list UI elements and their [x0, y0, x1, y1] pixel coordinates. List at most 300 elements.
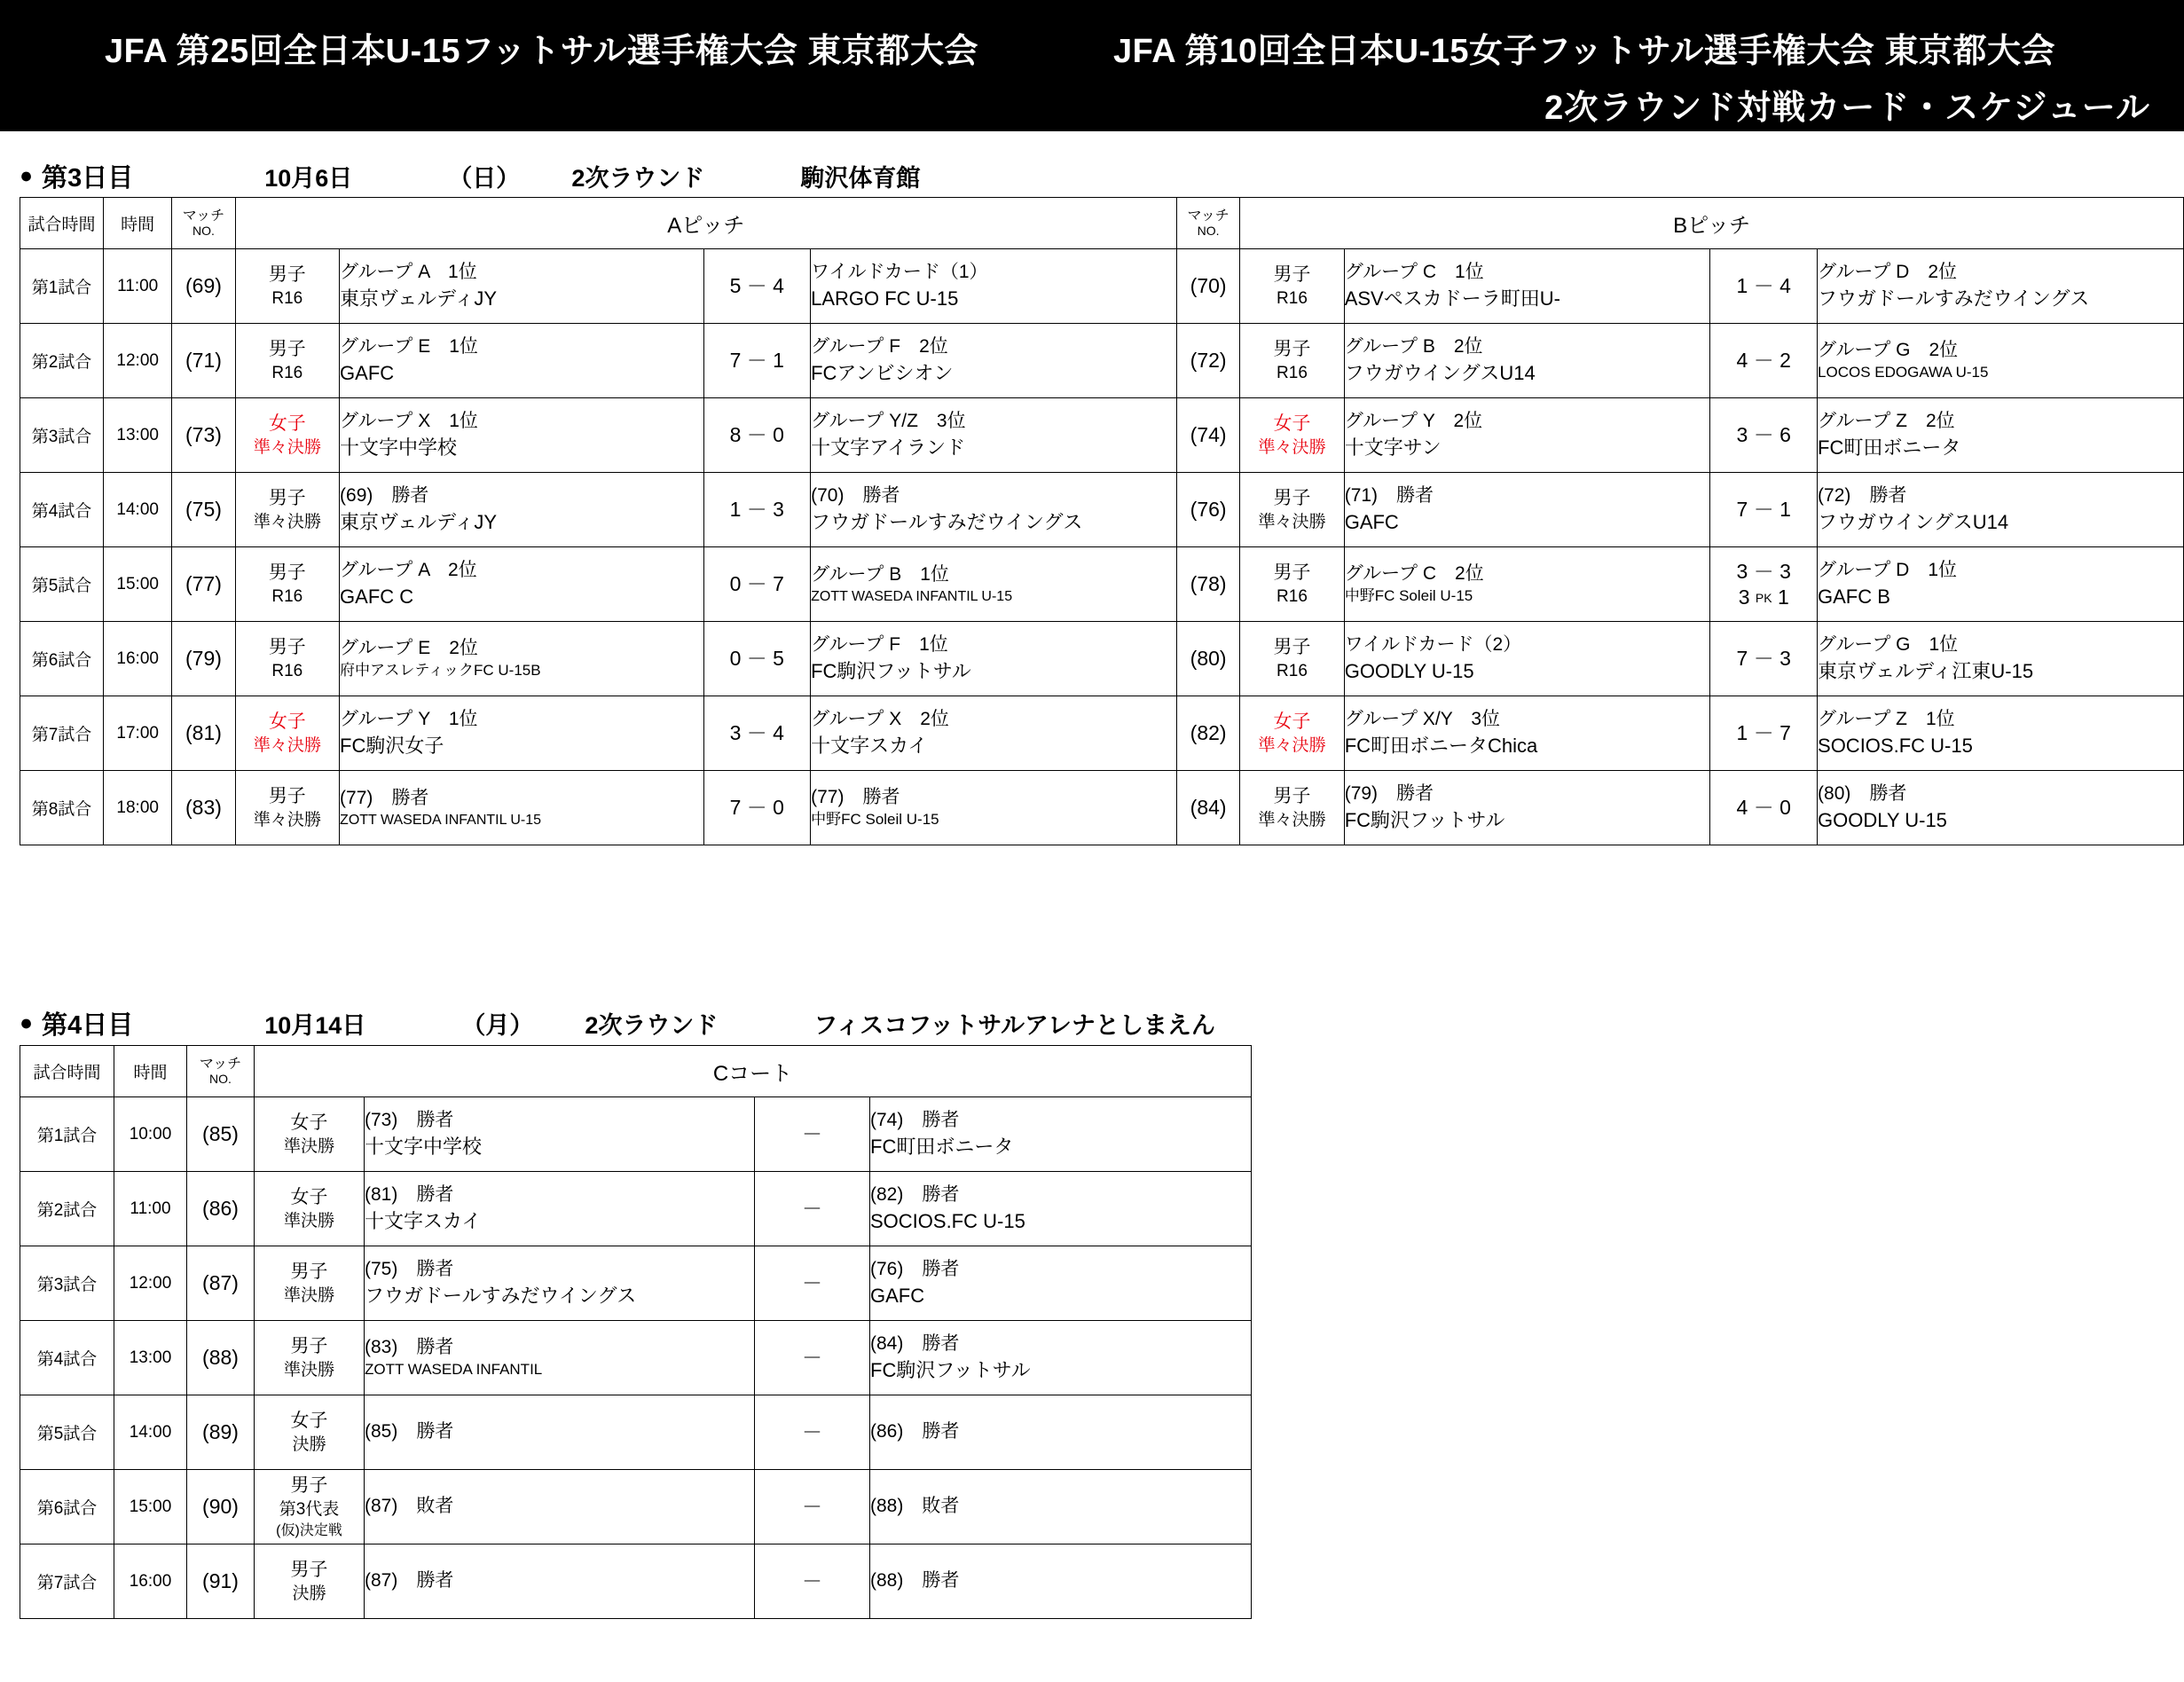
- away-team-cell: [811, 324, 1177, 398]
- category-gender: 女子: [268, 413, 306, 434]
- away-team-name: GOODLY U-15: [1818, 808, 1947, 831]
- away-team-cell: [870, 1097, 1252, 1172]
- table-row: [20, 1470, 1252, 1544]
- home-team-cell: [340, 398, 703, 473]
- home-team-group: (81) 勝者: [365, 1184, 454, 1206]
- match-category: [1240, 473, 1344, 547]
- table-header-row: [20, 1046, 1252, 1097]
- col-match-no-line2: NO.: [209, 1071, 232, 1086]
- kickoff-time: 15:00: [104, 547, 172, 622]
- score-value: 8 － 0: [729, 423, 784, 447]
- match-score: －: [755, 1246, 870, 1321]
- col-match-time: 試合時間: [20, 198, 104, 249]
- table-row: [20, 398, 2184, 473]
- day4-round: 2次ラウンド: [585, 1012, 719, 1039]
- category-stage: 準々決勝: [1258, 810, 1326, 829]
- category-stage: 準決勝: [283, 1360, 334, 1379]
- match-time: 第2試合: [20, 1172, 114, 1246]
- category-gender: 男子: [268, 263, 306, 285]
- home-team-cell: [1344, 622, 1710, 696]
- category-stage: 準々決勝: [1258, 512, 1326, 531]
- home-team-cell: [365, 1470, 755, 1544]
- category-stage: 決勝: [292, 1584, 326, 1603]
- match-number: (71): [172, 324, 235, 398]
- away-team-cell: [1818, 622, 2184, 696]
- match-category: [1240, 547, 1344, 622]
- away-team-name: FC駒沢フットサル: [811, 659, 971, 682]
- home-team-cell: [365, 1544, 755, 1619]
- match-number: (90): [187, 1470, 255, 1544]
- match-number: (80): [1177, 622, 1240, 696]
- day3-schedule-table: [20, 197, 2184, 845]
- home-team-name: 府中アスレティックFC U-15B: [340, 662, 541, 680]
- col-match-no-a-line2: NO.: [192, 223, 215, 238]
- category-gender: 男子: [290, 1474, 328, 1496]
- col-match-time: 試合時間: [20, 1046, 114, 1097]
- away-team-cell: [1818, 771, 2184, 845]
- match-score: [1710, 398, 1818, 473]
- away-team-name: ZOTT WASEDA INFANTIL U-15: [811, 588, 1013, 604]
- match-number: (72): [1177, 324, 1240, 398]
- match-category: [235, 473, 339, 547]
- day3-round: 2次ラウンド: [571, 165, 705, 192]
- away-team-name: 十文字アイランド: [811, 436, 966, 459]
- home-team-group: グループ E 1位: [340, 336, 478, 358]
- match-category: [1240, 324, 1344, 398]
- match-score: [1710, 249, 1818, 324]
- col-match-no-b-line2: NO.: [1197, 223, 1220, 238]
- kickoff-time: 14:00: [104, 473, 172, 547]
- day3-label: 第3日目: [42, 164, 134, 193]
- category-gender: 女子: [1273, 711, 1311, 732]
- home-team-cell: [340, 547, 703, 622]
- category-gender: 女子: [268, 711, 306, 732]
- match-time: 第7試合: [20, 696, 104, 771]
- away-team-name: FC町田ボニータ: [1818, 436, 1961, 459]
- away-team-group: グループ Z 2位: [1818, 411, 1955, 432]
- home-team-name: GAFC: [1344, 510, 1399, 533]
- category-gender: 男子: [1273, 263, 1311, 285]
- col-match-no-b: [1177, 198, 1240, 249]
- category-stage: 準々決勝: [1258, 735, 1326, 755]
- match-score: －: [755, 1097, 870, 1172]
- category-gender: 女子: [290, 1186, 328, 1207]
- away-team-cell: [1818, 249, 2184, 324]
- col-pitch-b: Bピッチ: [1240, 198, 2184, 249]
- away-team-name: FCアンビシオン: [811, 361, 954, 384]
- away-team-cell: [811, 622, 1177, 696]
- bullet-icon: ●: [20, 1010, 34, 1035]
- home-team-group: グループ X 1位: [340, 411, 478, 432]
- kickoff-time: 13:00: [104, 398, 172, 473]
- match-number: (88): [187, 1321, 255, 1395]
- kickoff-time: 10:00: [114, 1097, 187, 1172]
- home-team-cell: [340, 324, 703, 398]
- day3-day-of-week: （日）: [448, 165, 521, 192]
- home-team-name: ASVペスカドーラ町田U-: [1344, 287, 1560, 310]
- match-category: [1240, 696, 1344, 771]
- home-team-group: グループ C 2位: [1344, 562, 1484, 584]
- home-team-group: (69) 勝者: [340, 485, 429, 507]
- score-value: 3 － 4: [729, 721, 784, 745]
- away-team-name: GAFC: [870, 1284, 925, 1307]
- match-score: [1710, 696, 1818, 771]
- away-team-group: グループ Y/Z 3位: [811, 411, 966, 432]
- away-team-name: フウガウイングスU14: [1818, 510, 2009, 533]
- away-team-group: グループ B 1位: [811, 563, 949, 585]
- match-category: [255, 1544, 365, 1619]
- away-team-cell: [870, 1321, 1252, 1395]
- header-banner: [0, 0, 2184, 131]
- home-team-name: ZOTT WASEDA INFANTIL U-15: [340, 812, 542, 828]
- day3-header: [20, 158, 920, 194]
- category-stage: 決勝: [292, 1434, 326, 1454]
- home-team-group: (87) 勝者: [365, 1570, 454, 1592]
- day4-schedule-table: [20, 1045, 1252, 1619]
- category-stage: R16: [271, 661, 303, 680]
- home-team-group: グループ A 2位: [340, 560, 477, 581]
- match-time: 第6試合: [20, 622, 104, 696]
- score-value: 4 － 0: [1736, 796, 1791, 820]
- category-gender: 男子: [268, 338, 306, 359]
- away-team-cell: [870, 1172, 1252, 1246]
- match-number: (74): [1177, 398, 1240, 473]
- match-score: [1710, 547, 1818, 622]
- table-row: [20, 696, 2184, 771]
- match-number: (87): [187, 1246, 255, 1321]
- match-score: [703, 473, 811, 547]
- tournament-title-womens: JFA 第10回全日本U-15女子フットサル選手権大会 東京都大会: [1113, 33, 2055, 70]
- home-team-group: ワイルドカード（2）: [1344, 634, 1522, 656]
- score-value: 5 － 4: [729, 274, 784, 298]
- match-score: －: [755, 1470, 870, 1544]
- away-team-cell: [811, 771, 1177, 845]
- home-team-group: グループ Y 1位: [340, 709, 478, 730]
- category-stage: 準々決勝: [253, 512, 321, 531]
- away-team-cell: [870, 1395, 1252, 1470]
- category-gender: 女子: [290, 1112, 328, 1133]
- category-gender: 男子: [290, 1335, 328, 1356]
- home-team-name: フウガウイングスU14: [1344, 361, 1536, 384]
- match-number: (82): [1177, 696, 1240, 771]
- category-gender: 女子: [1273, 413, 1311, 434]
- category-gender: 女子: [290, 1410, 328, 1431]
- home-team-cell: [1344, 771, 1710, 845]
- match-category: [235, 771, 339, 845]
- match-number: (81): [172, 696, 235, 771]
- match-category: [235, 696, 339, 771]
- match-number: (78): [1177, 547, 1240, 622]
- match-score: －: [755, 1544, 870, 1619]
- score-value: 7 － 1: [729, 349, 784, 373]
- away-team-group: グループ G 1位: [1818, 634, 1959, 656]
- match-category: [255, 1246, 365, 1321]
- category-gender: 男子: [290, 1261, 328, 1282]
- away-team-cell: [811, 696, 1177, 771]
- score-penalty: 3 PK 1: [1738, 585, 1789, 609]
- score-value: 7 － 0: [729, 796, 784, 820]
- away-team-group: グループ X 2位: [811, 709, 949, 730]
- table-row: [20, 1321, 1252, 1395]
- match-score: [703, 622, 811, 696]
- category-stage: R16: [271, 586, 303, 606]
- score-value: 1 － 3: [729, 498, 784, 522]
- score-value: 0 － 5: [729, 647, 784, 671]
- away-team-group: グループ G 2位: [1818, 339, 1959, 360]
- kickoff-time: 15:00: [114, 1470, 187, 1544]
- away-team-group: (77) 勝者: [811, 786, 900, 807]
- category-stage: R16: [1277, 661, 1308, 680]
- home-team-cell: [1344, 473, 1710, 547]
- away-team-group: (76) 勝者: [870, 1259, 960, 1280]
- away-team-group: (80) 勝者: [1818, 783, 1907, 805]
- home-team-group: (85) 勝者: [365, 1421, 454, 1442]
- table-row: [20, 1172, 1252, 1246]
- day4-header: [20, 1005, 1215, 1041]
- category-stage: R16: [1277, 586, 1308, 606]
- score-value: 0 － 7: [729, 572, 784, 596]
- score-value: 3 － 6: [1736, 423, 1791, 447]
- home-team-cell: [1344, 696, 1710, 771]
- home-team-name: ZOTT WASEDA INFANTIL: [365, 1361, 543, 1379]
- match-category: [235, 622, 339, 696]
- kickoff-time: 11:00: [114, 1172, 187, 1246]
- banner-subtitle: 2次ラウンド対戦カード・スケジュール: [1544, 90, 2150, 127]
- kickoff-time: 18:00: [104, 771, 172, 845]
- home-team-name: 東京ヴェルディJY: [340, 510, 498, 533]
- away-team-name: フウガドールすみだウイングス: [1818, 287, 2090, 310]
- home-team-cell: [1344, 324, 1710, 398]
- home-team-group: グループ C 1位: [1344, 262, 1484, 283]
- match-category: [235, 547, 339, 622]
- away-team-group: グループ D 2位: [1818, 262, 1958, 283]
- match-number: (85): [187, 1097, 255, 1172]
- category-gender: 男子: [290, 1559, 328, 1580]
- match-time: 第1試合: [20, 1097, 114, 1172]
- category-stage: R16: [271, 288, 303, 308]
- match-time: 第8試合: [20, 771, 104, 845]
- category-gender: 男子: [268, 562, 306, 583]
- match-category: [255, 1395, 365, 1470]
- table-row: [20, 324, 2184, 398]
- match-category: [235, 398, 339, 473]
- match-time: 第5試合: [20, 1395, 114, 1470]
- score-value: 7 － 1: [1736, 498, 1791, 522]
- away-team-group: (82) 勝者: [870, 1184, 960, 1206]
- home-team-cell: [1344, 249, 1710, 324]
- away-team-group: (86) 勝者: [870, 1421, 960, 1442]
- match-score: [703, 249, 811, 324]
- score-value: 4 － 2: [1736, 349, 1791, 373]
- category-stage: R16: [1277, 288, 1308, 308]
- category-gender: 男子: [268, 636, 306, 657]
- match-number: (89): [187, 1395, 255, 1470]
- away-team-name: FC駒沢フットサル: [870, 1358, 1031, 1381]
- match-time: 第3試合: [20, 1246, 114, 1321]
- home-team-group: グループ Y 2位: [1344, 411, 1483, 432]
- away-team-cell: [811, 398, 1177, 473]
- kickoff-time: 17:00: [104, 696, 172, 771]
- score-value: 1 － 4: [1736, 274, 1791, 298]
- match-category: [255, 1321, 365, 1395]
- home-team-cell: [340, 696, 703, 771]
- home-team-group: グループ E 2位: [340, 637, 478, 658]
- away-team-name: SOCIOS.FC U-15: [870, 1209, 1025, 1232]
- category-stage: 準々決勝: [253, 437, 321, 457]
- col-match-no-a: [172, 198, 235, 249]
- match-score: [703, 696, 811, 771]
- away-team-cell: [870, 1246, 1252, 1321]
- away-team-group: グループ F 2位: [811, 336, 948, 358]
- category-stage: 準々決勝: [1258, 437, 1326, 457]
- home-team-group: (77) 勝者: [340, 787, 429, 808]
- away-team-cell: [870, 1470, 1252, 1544]
- match-time: 第3試合: [20, 398, 104, 473]
- day4-label: 第4日目: [42, 1011, 134, 1040]
- away-team-cell: [870, 1544, 1252, 1619]
- home-team-cell: [365, 1395, 755, 1470]
- col-match-no-line1: マッチ: [199, 1057, 242, 1073]
- home-team-name: GAFC C: [340, 585, 414, 608]
- away-team-group: (72) 勝者: [1818, 485, 1907, 507]
- away-team-cell: [811, 547, 1177, 622]
- col-time: 時間: [114, 1046, 187, 1097]
- table-row: [20, 1395, 1252, 1470]
- away-team-group: グループ D 1位: [1818, 560, 1958, 581]
- away-team-cell: [811, 473, 1177, 547]
- table-row: [20, 1246, 1252, 1321]
- day3-date: 10月6日: [264, 165, 353, 192]
- match-score: [703, 771, 811, 845]
- kickoff-time: 13:00: [114, 1321, 187, 1395]
- match-score: [1710, 473, 1818, 547]
- home-team-group: (79) 勝者: [1344, 783, 1434, 805]
- away-team-group: グループ Z 1位: [1818, 709, 1955, 730]
- day4-venue: フィスコフットサルアレナとしまえん: [813, 1012, 1215, 1039]
- match-number: (70): [1177, 249, 1240, 324]
- away-team-group: (88) 勝者: [870, 1570, 960, 1592]
- away-team-name: GAFC B: [1818, 585, 1890, 608]
- col-match-no: [187, 1046, 255, 1097]
- match-category: [1240, 622, 1344, 696]
- col-court-c: Cコート: [255, 1046, 1252, 1097]
- home-team-group: グループ B 2位: [1344, 336, 1483, 358]
- match-category: [1240, 249, 1344, 324]
- match-score: [1710, 324, 1818, 398]
- match-score: [703, 398, 811, 473]
- match-time: 第2試合: [20, 324, 104, 398]
- match-category: [255, 1172, 365, 1246]
- category-stage: 第3代表: [279, 1500, 340, 1520]
- match-category: [235, 249, 339, 324]
- table-header-row: [20, 198, 2184, 249]
- match-score: －: [755, 1172, 870, 1246]
- home-team-name: 十文字サン: [1344, 436, 1442, 459]
- away-team-group: ワイルドカード（1）: [811, 262, 988, 283]
- kickoff-time: 12:00: [104, 324, 172, 398]
- match-score: [1710, 622, 1818, 696]
- match-time: 第7試合: [20, 1544, 114, 1619]
- category-stage: R16: [271, 363, 303, 382]
- away-team-cell: [1818, 473, 2184, 547]
- home-team-name: GAFC: [340, 361, 395, 384]
- table-row: [20, 473, 2184, 547]
- category-stage-sub: (仮)決定戦: [276, 1522, 342, 1538]
- away-team-group: (70) 勝者: [811, 485, 900, 507]
- col-match-no-b-line1: マッチ: [1187, 208, 1229, 224]
- away-team-name: FC町田ボニータ: [870, 1135, 1014, 1158]
- match-number: (69): [172, 249, 235, 324]
- match-number: (73): [172, 398, 235, 473]
- home-team-name: 十文字スカイ: [365, 1209, 482, 1232]
- match-number: (84): [1177, 771, 1240, 845]
- match-category: [1240, 771, 1344, 845]
- home-team-group: グループ X/Y 3位: [1344, 709, 1501, 730]
- kickoff-time: 14:00: [114, 1395, 187, 1470]
- home-team-cell: [340, 473, 703, 547]
- day4-day-of-week: （月）: [461, 1012, 534, 1039]
- score-value: 7 － 3: [1736, 647, 1791, 671]
- match-time: 第4試合: [20, 1321, 114, 1395]
- away-team-cell: [1818, 547, 2184, 622]
- home-team-group: (75) 勝者: [365, 1259, 454, 1280]
- match-number: (86): [187, 1172, 255, 1246]
- day3-venue: 駒沢体育館: [800, 165, 921, 192]
- home-team-name: フウガドールすみだウイングス: [365, 1284, 637, 1307]
- home-team-group: グループ A 1位: [340, 262, 477, 283]
- col-match-no-a-line1: マッチ: [182, 208, 225, 224]
- table-row: [20, 249, 2184, 324]
- away-team-cell: [1818, 696, 2184, 771]
- match-category: [1240, 398, 1344, 473]
- match-score: [1710, 771, 1818, 845]
- home-team-group: (87) 敗者: [365, 1496, 454, 1517]
- home-team-cell: [340, 249, 703, 324]
- table-row: [20, 1544, 1252, 1619]
- category-stage: R16: [1277, 363, 1308, 382]
- category-gender: 男子: [1273, 636, 1311, 657]
- table-row: [20, 771, 2184, 845]
- home-team-name: 十文字中学校: [340, 436, 458, 459]
- match-score: －: [755, 1321, 870, 1395]
- away-team-group: (84) 勝者: [870, 1333, 960, 1355]
- home-team-cell: [365, 1321, 755, 1395]
- home-team-name: FC駒沢女子: [340, 734, 444, 757]
- home-team-cell: [1344, 398, 1710, 473]
- match-number: (79): [172, 622, 235, 696]
- home-team-cell: [340, 622, 703, 696]
- tournament-title-mens: JFA 第25回全日本U-15フットサル選手権大会 東京都大会: [105, 33, 978, 70]
- home-team-cell: [1344, 547, 1710, 622]
- home-team-group: (73) 勝者: [365, 1110, 454, 1131]
- home-team-name: 東京ヴェルディJY: [340, 287, 498, 310]
- kickoff-time: 16:00: [114, 1544, 187, 1619]
- match-number: (83): [172, 771, 235, 845]
- match-time: 第1試合: [20, 249, 104, 324]
- table-row: [20, 1097, 1252, 1172]
- match-time: 第4試合: [20, 473, 104, 547]
- match-score: [703, 324, 811, 398]
- away-team-name: LARGO FC U-15: [811, 287, 959, 310]
- away-team-group: (88) 敗者: [870, 1496, 960, 1517]
- match-score: －: [755, 1395, 870, 1470]
- kickoff-time: 16:00: [104, 622, 172, 696]
- category-stage: 準決勝: [283, 1211, 334, 1230]
- category-gender: 男子: [1273, 785, 1311, 806]
- score-value: 1 － 7: [1736, 721, 1791, 745]
- home-team-cell: [365, 1246, 755, 1321]
- away-team-name: フウガドールすみだウイングス: [811, 510, 1083, 533]
